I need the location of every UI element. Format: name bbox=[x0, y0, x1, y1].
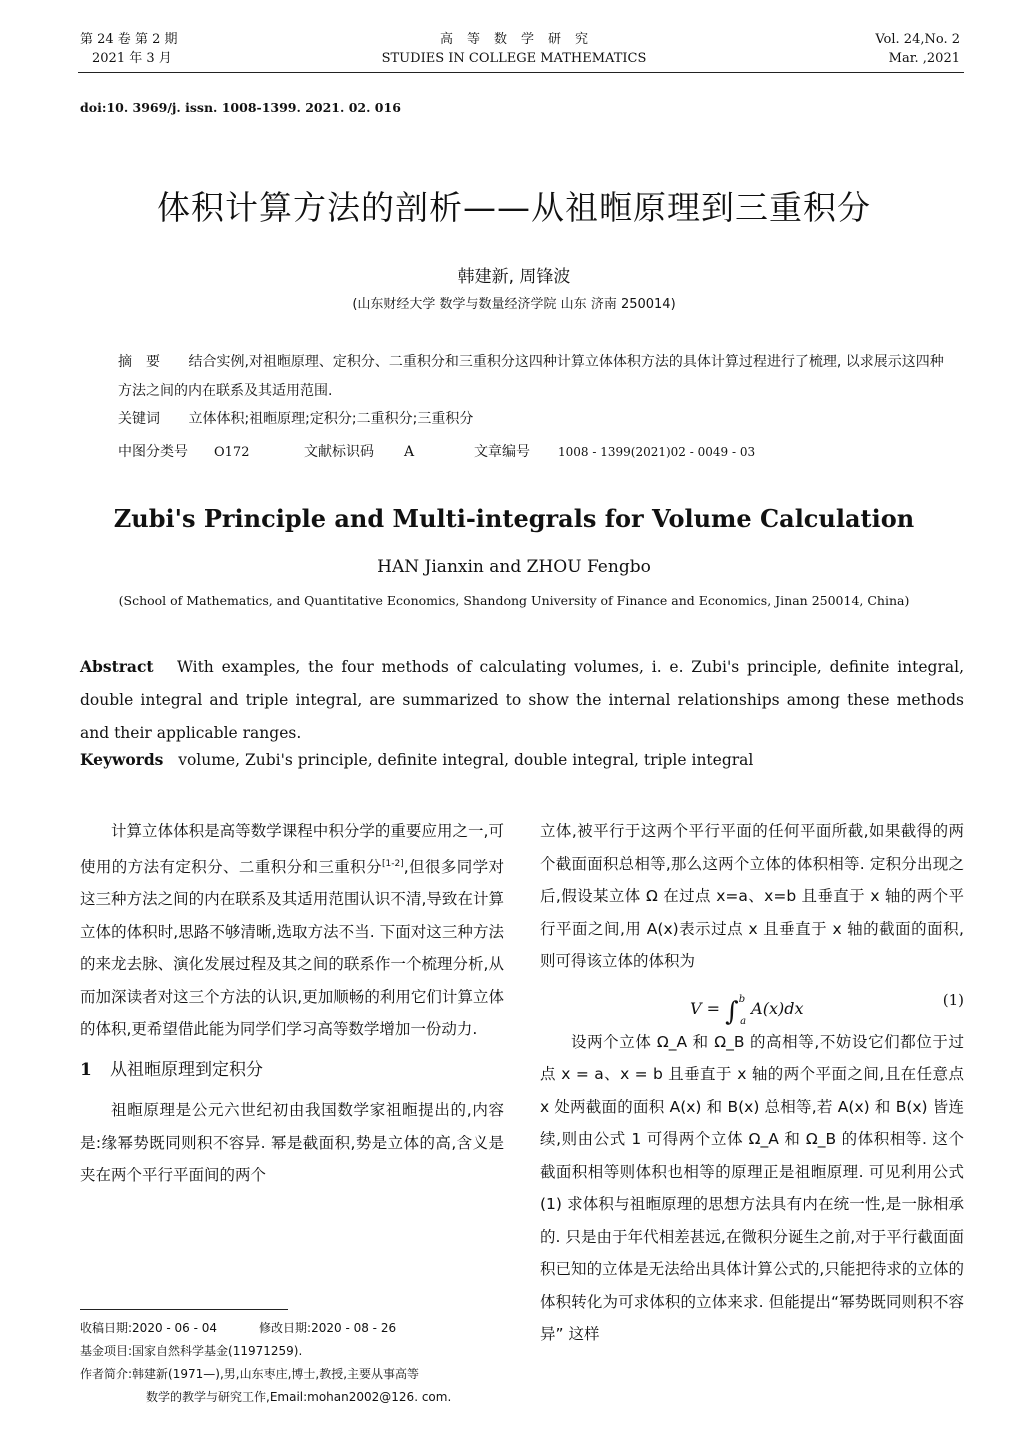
keywords-en-label: Keywords bbox=[80, 750, 164, 769]
header-rule bbox=[78, 72, 964, 73]
abstract-en bbox=[80, 650, 964, 750]
keywords-en-text: volume, Zubi's principle, definite integral, double integral, triple integral bbox=[178, 751, 754, 769]
abstract-cn-label: 摘要 bbox=[118, 354, 174, 370]
title-en: Zubi's Principle and Multi-integrals for Volume Calculation bbox=[113, 504, 915, 533]
doc-code-value: A bbox=[404, 444, 415, 460]
footnotes bbox=[80, 1317, 510, 1409]
publication-date: 2021 年 3 月 bbox=[92, 51, 172, 66]
dates-line: 收稿日期:2020 - 06 - 04 修改日期:2020 - 08 - 26 bbox=[80, 1321, 397, 1335]
affiliation-cn: (山东财经大学 数学与数量经济学院 山东 济南 250014) bbox=[352, 297, 676, 312]
article-no-label: 文章编号 bbox=[474, 444, 530, 460]
citation-ref[interactable]: [1-2] bbox=[381, 858, 404, 869]
journal-name-cn: 高等数学研究 bbox=[439, 32, 602, 47]
doc-code-label: 文献标识码 bbox=[304, 444, 374, 460]
section-title: 从祖暅原理到定积分 bbox=[110, 1059, 263, 1080]
authors-en: HAN Jianxin and ZHOU Fengbo bbox=[377, 557, 651, 577]
integrand: A(x)dx bbox=[751, 998, 804, 1018]
article-no-value: 1008 - 1399(2021)02 - 0049 - 03 bbox=[558, 445, 756, 459]
doi: doi:10. 3969/j. issn. 1008-1399. 2021. 02. 016 bbox=[80, 100, 401, 115]
author-bio-line: 数学的教学与研究工作,Email:mohan2002@126. com. bbox=[146, 1390, 452, 1404]
equation-number: (1) bbox=[942, 990, 964, 1009]
keywords-cn-label: 关键词 bbox=[118, 411, 160, 427]
journal-volume-en bbox=[875, 30, 960, 68]
body-column-left bbox=[80, 815, 504, 1192]
equation-body: V = ∫$^b_a$ A(x)dx bbox=[690, 993, 804, 1027]
body-paragraph: 计算立体体积是高等数学课程中积分学的重要应用之一,可使用的方法有定积分、二重积分和三重积分[1-2],但很多同学对这三种方法之间的内在联系及其适用范围认识不清,导致在计算立体的体积时,思路不够清晰,选取方法不当. 下面对这三种方法的来龙去脉、演化发展过程及其之间的联系作一个梳理分析,从而加深读者对这三个方法的认识,更加顺畅的利用它们计算立体的体积,更希望借此能为同学们学习高等数学增加一份动力. bbox=[80, 822, 504, 1039]
section-heading bbox=[80, 1054, 504, 1087]
section-number: 1 bbox=[80, 1059, 92, 1080]
footnote-rule bbox=[80, 1309, 288, 1310]
equation-1 bbox=[540, 978, 964, 1026]
authors-cn: 韩建新, 周锋波 bbox=[457, 267, 571, 287]
affiliation-en: (School of Mathematics, and Quantitative Economics, Shandong University of Finance and Economics, Jinan 250014, China) bbox=[118, 593, 910, 608]
lower-limit: a bbox=[740, 1015, 747, 1027]
author-bio-line: 作者简介:韩建新(1971—),男,山东枣庄,博士,教授,主要从事高等 bbox=[80, 1367, 420, 1381]
date-en: Mar. ,2021 bbox=[888, 51, 960, 66]
body-paragraph: 设两个立体 Ω_A 和 Ω_B 的高相等,不妨设它们都位于过点 x = a、x = b 且垂直于 x 轴的两个平面之间,且在任意点 x 处两截面的面积 A(x) 和 B(x) 总相等,若 A(x) 和 B(x) 皆连续,则由公式 1 可得两个立体 Ω_A 和 Ω_B 的体积相等. 这个截面积相等则体积也相等的原理正是祖暅原理. 可见利用公式(1) 求体积与祖暅原理的思想方法具有内在统一性,是一脉相承的. 只是由于年代相差甚远,在微积分诞生之前,对于平行截面面积已知的立体是无法给出具体计算公式的,只能把待求的立体的体积转化为可求体积的立体来求. 但能提出“幂势既同则积不容异” 这样 bbox=[540, 1032, 964, 1343]
upper-limit: b bbox=[738, 993, 746, 1005]
abstract-cn bbox=[118, 348, 948, 406]
keywords-en bbox=[80, 750, 753, 769]
classification-row bbox=[118, 441, 755, 461]
abstract-en-label: Abstract bbox=[80, 657, 154, 676]
keywords-cn bbox=[118, 408, 473, 428]
journal-name bbox=[0, 30, 1028, 68]
volume-issue: 第 24 卷 第 2 期 bbox=[80, 32, 178, 47]
integral-sign: ∫ bbox=[725, 996, 739, 1027]
abstract-cn-text: 结合实例,对祖暅原理、定积分、二重积分和三重积分这四种计算立体体积方法的具体计算过程进行了梳理, 以求展示这四种方法之间的内在联系及其适用范围. bbox=[118, 354, 944, 399]
journal-name-en: STUDIES IN COLLEGE MATHEMATICS bbox=[381, 51, 647, 66]
fund-line: 基金项目:国家自然科学基金(11971259). bbox=[80, 1344, 303, 1358]
volume-number-en: Vol. 24,No. 2 bbox=[875, 32, 960, 47]
clc-label: 中图分类号 bbox=[118, 444, 188, 460]
body-paragraph: 立体,被平行于这两个平行平面的任何平面所截,如果截得的两个截面面积总相等,那么这两个立体的体积相等. 定积分出现之后,假设某立体 Ω 在过点 x=a、x=b 且垂直于 x 轴的两个平行平面之间,用 A(x)表示过点 x 且垂直于 x 轴的截面的面积,则可得该立体的体积为 bbox=[540, 822, 964, 970]
abstract-en-text: With examples, the four methods of calculating volumes, i. e. Zubi's principle, definite integral, double integral and triple integral, are summarized to show the internal relationships among these methods and their applicable ranges. bbox=[80, 658, 965, 742]
body-column-right bbox=[540, 815, 964, 1351]
title-cn: 体积计算方法的剖析——从祖暅原理到三重积分 bbox=[157, 188, 871, 227]
body-paragraph: 祖暅原理是公元六世纪初由我国数学家祖暅提出的,内容是:缘幂势既同则积不容异. 幂是截面积,势是立体的高,含义是夹在两个平行平面间的两个 bbox=[80, 1101, 504, 1185]
keywords-cn-text: 立体体积;祖暅原理;定积分;二重积分;三重积分 bbox=[188, 411, 474, 427]
clc-value: O172 bbox=[214, 445, 250, 460]
